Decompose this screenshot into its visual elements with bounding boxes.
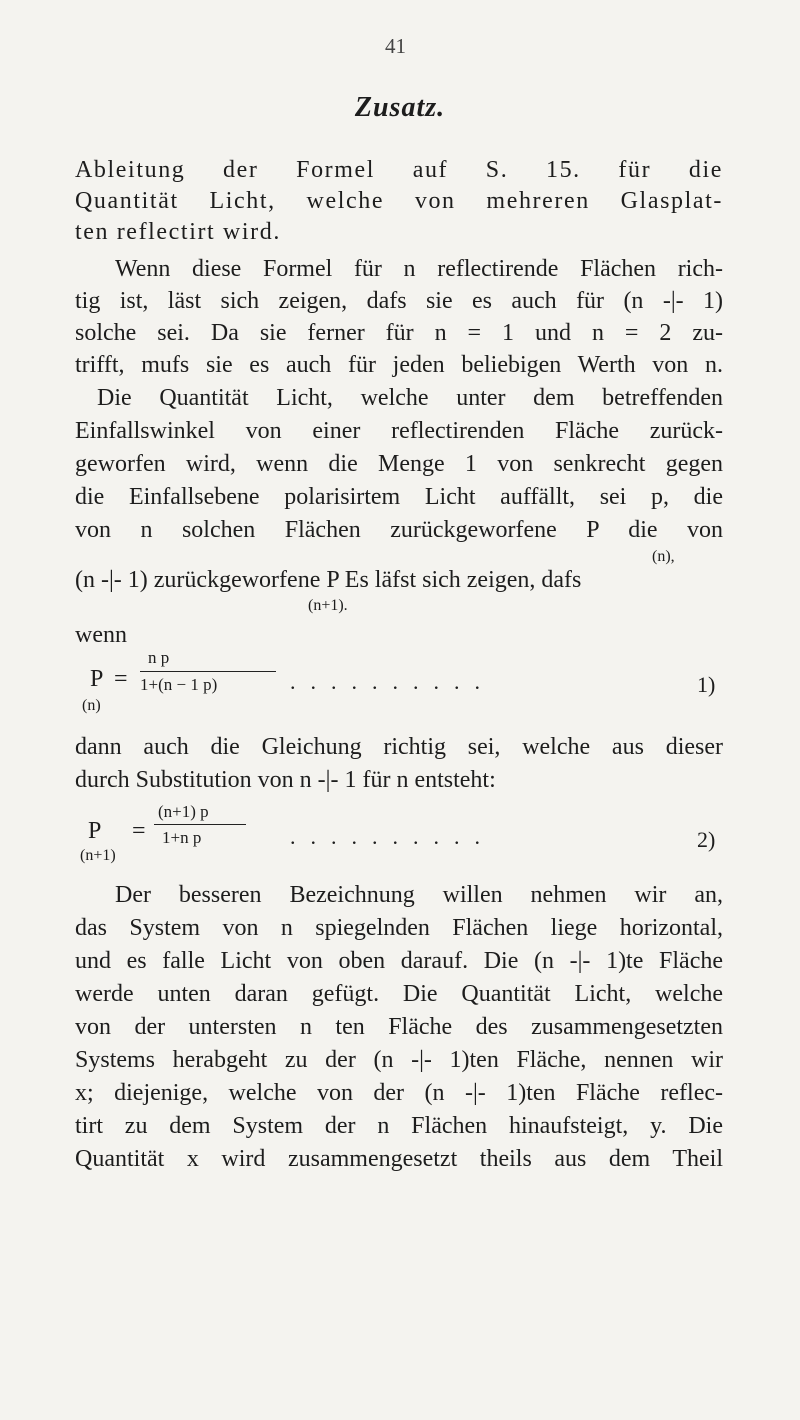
- text-line: Der besseren Bezeichnung willen nehmen wir an,: [115, 882, 723, 908]
- eq1-lhs-sub: (n): [82, 697, 101, 714]
- eq1-dots: ..........: [290, 669, 495, 694]
- text-line: tirt zu dem System der n Flächen hinaufsteigt, y. Die: [75, 1113, 723, 1139]
- eq2-lhs: P: [88, 818, 102, 844]
- eq1-lhs: P: [90, 666, 104, 692]
- text-line: das System von n spiegelnden Flächen liege horizontal,: [75, 915, 723, 941]
- text-line: ten reflectirt wird.: [75, 219, 281, 245]
- text-line: von n solchen Flächen zurückgeworfene P die von: [75, 517, 723, 543]
- eq1-denominator: 1+(n − 1 p): [140, 675, 218, 694]
- text-line: von der untersten n ten Fläche des zusammengesetzten: [75, 1014, 723, 1040]
- eq1-fraction-bar: [140, 671, 276, 672]
- eq1-number: 1): [697, 672, 716, 697]
- subscript-n: (n),: [652, 548, 675, 565]
- text-line: geworfen wird, wenn die Menge 1 von senkrecht gegen: [75, 451, 723, 477]
- text-line: tig ist, läst sich zeigen, dafs sie es auch für (n -|- 1): [75, 288, 723, 314]
- eq2-number: 2): [697, 827, 716, 852]
- text-line: trifft, mufs sie es auch für jeden beliebigen Werth von n.: [75, 352, 723, 378]
- text-line: die Einfallsebene polarisirtem Licht auffällt, sei p, die: [75, 484, 723, 510]
- eq2-dots: ..........: [290, 824, 495, 849]
- page-number: 41: [385, 34, 406, 58]
- eq2-numerator: (n+1) p: [158, 802, 209, 821]
- text-line: solche sei. Da sie ferner für n = 1 und n = 2 zu-: [75, 320, 723, 346]
- text-line: Quantität Licht, welche von mehreren Glasplat-: [75, 188, 723, 214]
- text-line: Systems herabgeht zu der (n -|- 1)ten Fläche, nennen wir: [75, 1047, 723, 1073]
- text-line: Die Quantität Licht, welche unter dem betreffenden: [97, 385, 723, 411]
- text-line: wenn: [75, 622, 127, 648]
- section-title: Zusatz.: [354, 92, 446, 123]
- eq2-fraction-bar: [154, 824, 246, 825]
- text-line: Quantität x wird zusammengesetzt theils aus dem Theil: [75, 1146, 723, 1172]
- eq1-equals: =: [114, 666, 128, 692]
- eq2-lhs-sub: (n+1): [80, 847, 116, 864]
- text-line: und es falle Licht von oben darauf. Die (n -|- 1)te Fläche: [75, 948, 723, 974]
- text-line: x; diejenige, welche von der (n -|- 1)ten Fläche reflec-: [75, 1080, 723, 1106]
- text-line: (n -|- 1) zurückgeworfene P Es läfst sich zeigen, dafs: [75, 567, 582, 593]
- text-line: Einfallswinkel von einer reflectirenden Fläche zurück-: [75, 418, 723, 444]
- eq2-denominator: 1+n p: [162, 828, 202, 847]
- text-line: Ableitung der Formel auf S. 15. für die: [75, 157, 723, 183]
- text-line: werde unten daran gefügt. Die Quantität Licht, welche: [75, 981, 723, 1007]
- text-line: Wenn diese Formel für n reflectirende Flächen rich-: [115, 256, 723, 282]
- eq2-equals: =: [132, 818, 146, 844]
- subscript-n1: (n+1).: [308, 597, 348, 614]
- text-line: durch Substitution von n -|- 1 für n entsteht:: [75, 767, 496, 793]
- eq1-numerator: n p: [148, 648, 170, 667]
- text-line: dann auch die Gleichung richtig sei, welche aus dieser: [75, 734, 723, 760]
